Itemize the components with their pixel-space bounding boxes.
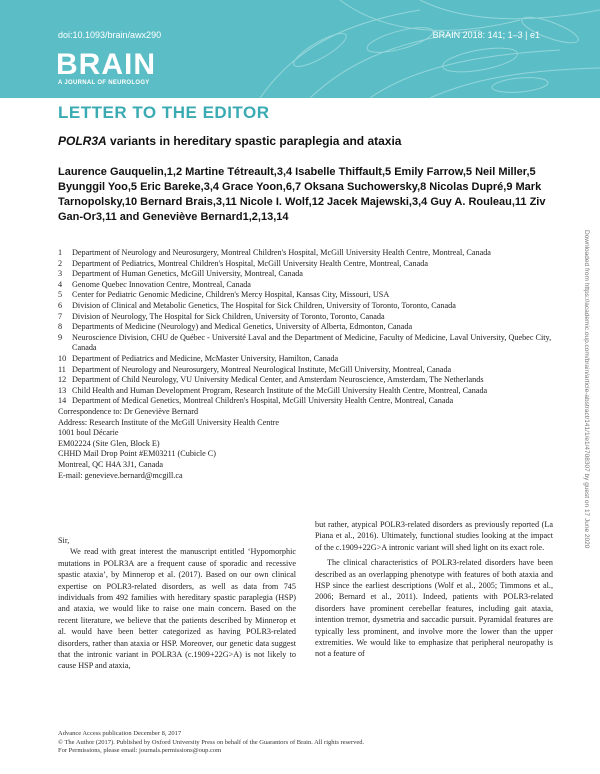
journal-header (0, 0, 600, 98)
affiliation-item: 10 Department of Pediatrics and Medicine, McMaster University, Hamilton, Canada (58, 353, 339, 363)
body-column-left (58, 535, 296, 672)
body-paragraph: but rather, atypical POLR3-related disorders as previously reported (La Piana et al., 2016). Ultimately, functional studies looking at the impact of the c.1909+22G>A intronic variant will shed light on its exact role. (315, 520, 553, 552)
download-watermark-text: Downloaded from https://academic.oup.com/brain/article-abstract/141/1/e1/4708307 by guest on 17 June 2020 (583, 230, 590, 549)
affiliation-item: 3 Department of Human Genetics, McGill University, Montreal, Canada (58, 269, 303, 279)
body-paragraph: The clinical characteristics of POLR3-related disorders have been described as an overlapping phenotype with features of both ataxia and HSP since the earliest descriptions (Wolf et al., 2005; Timmons et al., 2006; Bernard et al., 2011). Indeed, patients with POLR3-related disorders have prominent cerebellar features, including gait ataxia, intention tremor, dysmetria and saccadic pursuit. Pyramidal features are typically less prominent, and involve more the lower than the upper extremities. We would like to emphasize that peripheral neuropathy is not a feature of (315, 558, 553, 659)
publication-date: Advance Access publication December 8, 2017 (58, 730, 182, 737)
journal-reference: BRAIN 2018: 141; 1–3 | e1 (432, 30, 540, 40)
doi[interactable]: doi:10.1093/brain/awx290 (58, 30, 162, 40)
affiliation-item: 8 Departments of Medicine (Neurology) and Medical Genetics, University of Alberta, Edmonton, Canada (58, 322, 413, 332)
affiliation-item: 14 Department of Medical Genetics, Montreal Children's Hospital, McGill University Health Centre, Montreal, Canada (58, 396, 454, 406)
header-leaf-pattern (220, 0, 600, 98)
affiliation-item: 11 Department of Neurology and Neurosurgery, Montreal Neurological Institute, McGill University, Montreal, Canada (58, 364, 452, 374)
title-rest: variants in hereditary spastic paraplegia and ataxia (106, 134, 402, 148)
affiliation-item: 4 Genome Quebec Innovation Centre, Montreal, Canada (58, 279, 251, 289)
correspondence-line: EM02224 (Site Glen, Block E) (58, 438, 160, 448)
correspondence-line: Address: Research Institute of the McGill University Health Centre (58, 417, 280, 427)
journal-logo: BRAIN (56, 48, 156, 81)
affiliation-item: 7 Division of Neurology, The Hospital for Sick Children, University of Toronto, Toronto, Canada (58, 311, 385, 321)
body-column-right (315, 519, 553, 660)
article-footer (58, 730, 558, 756)
affiliation-item: 13 Child Health and Human Development Program, Research Institute of the McGill University Health Centre, Montreal, Canada (58, 385, 488, 395)
author-list: Laurence Gauquelin,1,2 Martine Tétreault,3,4 Isabelle Thiffault,5 Emily Farrow,5 Neil Miller,5 Byunggil Yoo,5 Eric Bareke,3,4 Grace Yoon,6,7 Oksana Suchowersky,8 Nicolas Dupré,9 Mark Tarnopolsky,10 Bernard Brais,3,11 Nicole I. Wolf,12 Jacek Majewski,3,4 Guy A. Rouleau,11 Ziv Gan-Or3,11 and Geneviève Bernard1,2,13,14 (58, 166, 546, 223)
correspondence-block (58, 407, 558, 481)
body-paragraph: We read with great interest the manuscript entitled ‘Hypomorphic mutations in POLR3A are a frequent cause of sporadic and recessive spastic ataxia’, by Minnerop et al. (2017). Based on our own clinical expertise on POLR3-related disorders, as well as data from 745 individuals from 492 families with hereditary spastic paraplegia (HSP) and ataxia, we would like to raise one main concern. Based on the recent literature, we believe that the patients described by Minnerop et al. would have been better categorized as having POLR3-related disorders, rather than ataxia or HSP. Moreover, our genetic data suggest that the intronic variant in POLR3A (c.1909+22G>A) is not likely to cause HSP and ataxia, (58, 547, 296, 671)
correspondence-line: CHHD Mail Drop Point #EM03211 (Cubicle C) (58, 449, 216, 459)
affiliation-item: 6 Division of Clinical and Metabolic Genetics, The Hospital for Sick Children, University of Toronto, Toronto, Canada (58, 300, 456, 310)
affiliation-item: 1 Department of Neurology and Neurosurgery, Montreal Children's Hospital, McGill University Health Centre, Montreal, Canada (58, 248, 491, 257)
journal-subtitle: A JOURNAL OF NEUROLOGY (58, 80, 150, 86)
copyright: © The Author (2017). Published by Oxford University Press on behalf of the Guarantors of Brain. All rights reserved. (58, 738, 365, 746)
download-watermark (580, 230, 592, 590)
salutation: Sir, (58, 536, 70, 545)
article-title (58, 134, 401, 148)
affiliation-item: 5 Center for Pediatric Genomic Medicine, Children's Mercy Hospital, Kansas City, Missouri, USA (58, 290, 390, 300)
section-heading: LETTER TO THE EDITOR (58, 103, 270, 122)
correspondence-line: 1001 boul Décarie (58, 428, 119, 438)
correspondence-line: Montreal, QC H4A 3J1, Canada (58, 459, 164, 469)
permissions: For Permissions, please email: journals.permissions@oup.com (58, 747, 222, 754)
affiliation-item: 2 Department of Pediatrics, Montreal Children's Hospital, McGill University Health Centre, Montreal, Canada (58, 258, 428, 268)
affiliation-list (58, 248, 568, 407)
title-gene: POLR3A (58, 134, 107, 148)
correspondence-line: Correspondence to: Dr Geneviève Bernard (58, 407, 199, 416)
affiliation-item: 9 Neuroscience Division, CHU de Québec - Université Laval and the Department of Medicine, Faculty of Medicine, Laval University, Quebec City, Canada (58, 332, 552, 353)
affiliation-item: 12 Department of Child Neurology, VU University Medical Center, and Amsterdam Neuroscience, Amsterdam, The Netherlands (58, 375, 484, 385)
correspondence-email[interactable]: E-mail: genevieve.bernard@mcgill.ca (58, 470, 183, 480)
